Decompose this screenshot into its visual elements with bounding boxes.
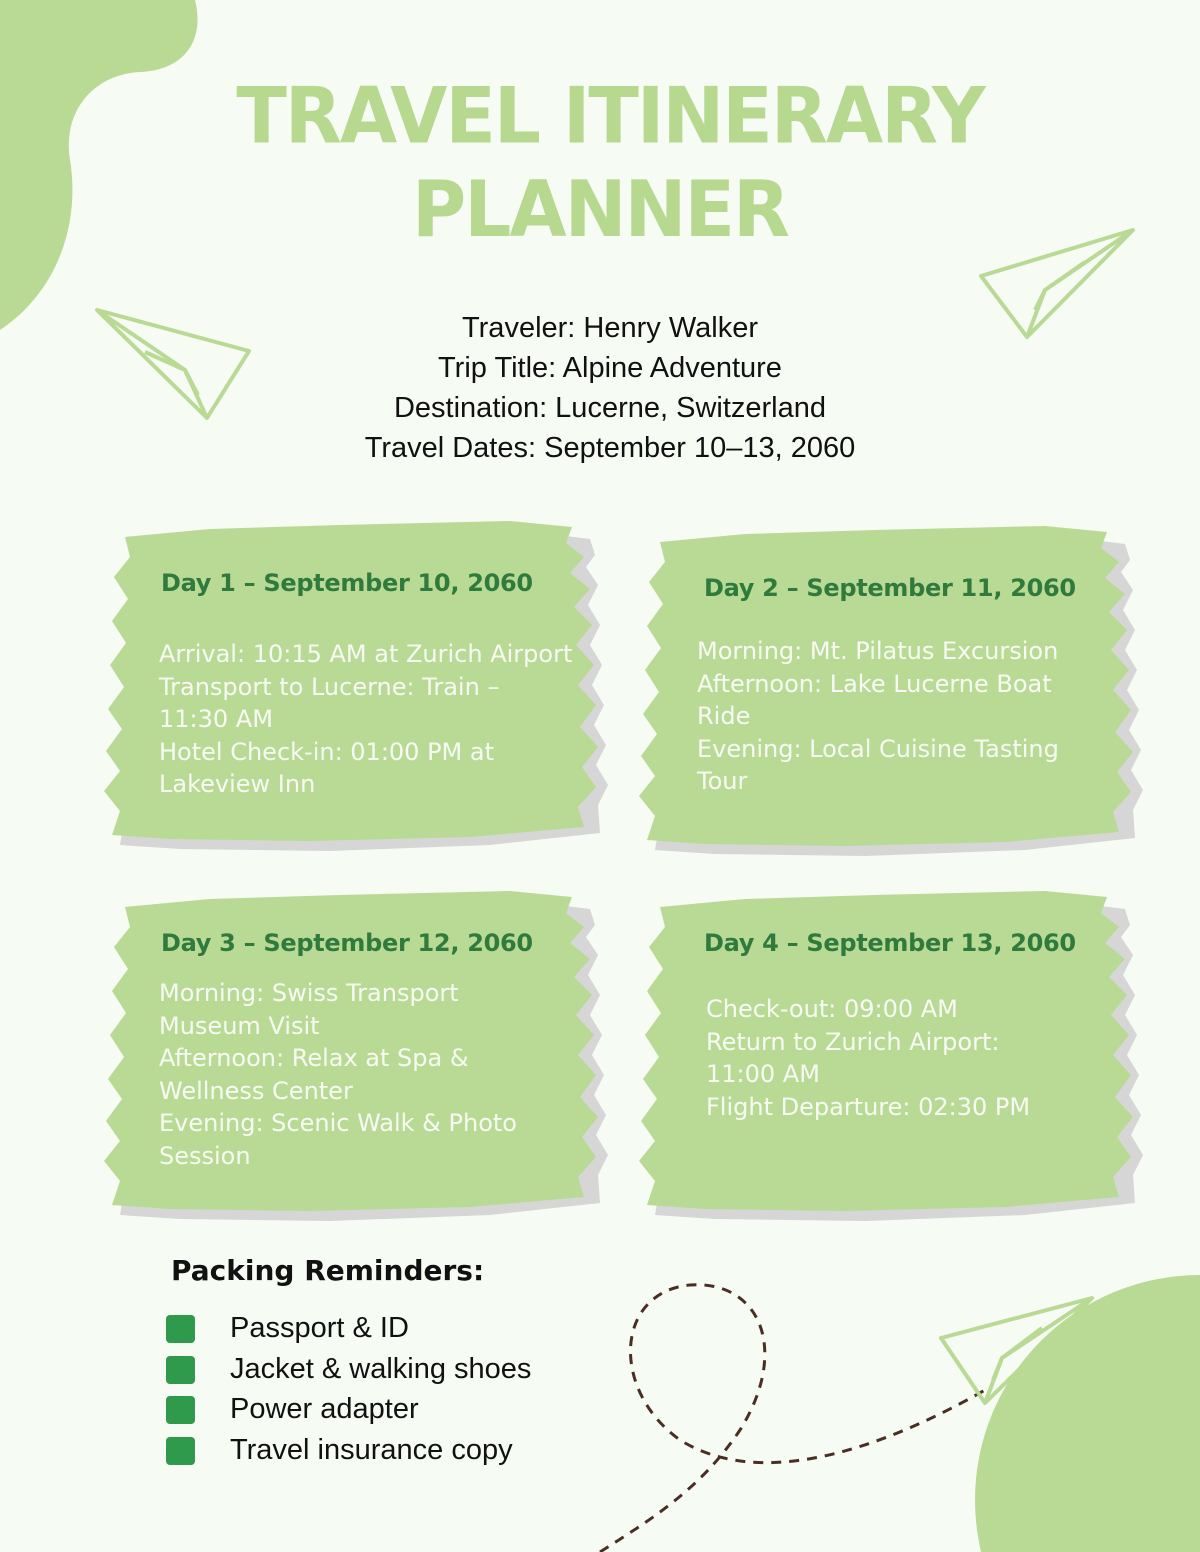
packing-title: Packing Reminders: — [171, 1254, 485, 1287]
day-detail-line: Afternoon: Relax at Spa & — [159, 1044, 469, 1073]
day-detail-line: Tour — [697, 767, 748, 796]
travel-dates: Travel Dates: September 10–13, 2060 — [364, 432, 856, 464]
day-details — [697, 635, 1059, 798]
traveler: Traveler: Henry Walker — [462, 312, 758, 344]
packing-item-label: Passport & ID — [230, 1312, 409, 1344]
page-title-line-1: TRAVEL ITINERARY — [236, 70, 984, 162]
day-title: Day 1 – September 10, 2060 — [161, 569, 533, 597]
day-detail-line: 11:00 AM — [706, 1060, 820, 1089]
day-detail-line: Morning: Swiss Transport — [159, 979, 459, 1007]
day-detail-line: Check-out: 09:00 AM — [706, 995, 958, 1023]
day-detail-line: Session — [159, 1141, 251, 1170]
day-title: Day 4 – September 13, 2060 — [704, 929, 1076, 957]
day-detail-line: Wellness Center — [159, 1076, 353, 1105]
checkbox-icon[interactable] — [166, 1437, 195, 1465]
day-detail-line: Flight Departure: 02:30 PM — [706, 1092, 1031, 1121]
day-detail-line: Morning: Mt. Pilatus Excursion — [697, 637, 1059, 665]
day-title: Day 3 – September 12, 2060 — [161, 929, 533, 957]
trip-title: Trip Title: Alpine Adventure — [438, 352, 782, 384]
dashed-flight-path — [600, 1285, 985, 1552]
day-detail-line: Arrival: 10:15 AM at Zurich Airport — [159, 640, 573, 668]
checkbox-icon[interactable] — [166, 1315, 195, 1343]
day-detail-line: 11:30 AM — [159, 705, 273, 734]
day-detail-line: Afternoon: Lake Lucerne Boat — [697, 669, 1052, 698]
day-detail-line: Ride — [697, 702, 751, 731]
checkbox-icon[interactable] — [166, 1396, 195, 1424]
day-title: Day 2 – September 11, 2060 — [704, 574, 1076, 602]
day-detail-line: Transport to Lucerne: Train – — [159, 672, 500, 701]
day-detail-line: Evening: Local Cuisine Tasting — [697, 734, 1059, 763]
packing-item-label: Travel insurance copy — [230, 1433, 513, 1466]
trip-info — [0, 308, 1200, 468]
day-detail-line: Museum Visit — [159, 1011, 320, 1040]
day-details — [159, 638, 572, 801]
day-card — [625, 885, 1185, 1235]
packing-item-label: Power adapter — [230, 1393, 419, 1425]
day-detail-line: Lakeview Inn — [159, 770, 316, 799]
day-detail-line: Return to Zurich Airport: — [706, 1027, 1000, 1056]
packing-item-label: Jacket & walking shoes — [230, 1352, 532, 1385]
bottom-right-blob — [975, 1275, 1200, 1552]
day-detail-line: Evening: Scenic Walk & Photo — [159, 1109, 517, 1138]
day-details — [706, 993, 1030, 1123]
day-card — [90, 885, 650, 1235]
page-title-line-2: PLANNER — [411, 164, 789, 256]
day-card — [625, 520, 1185, 870]
checkbox-icon[interactable] — [166, 1356, 195, 1384]
destination: Destination: Lucerne, Switzerland — [393, 392, 826, 424]
day-detail-line: Hotel Check-in: 01:00 PM at — [159, 737, 495, 766]
day-details — [159, 977, 517, 1173]
day-card — [90, 515, 650, 865]
